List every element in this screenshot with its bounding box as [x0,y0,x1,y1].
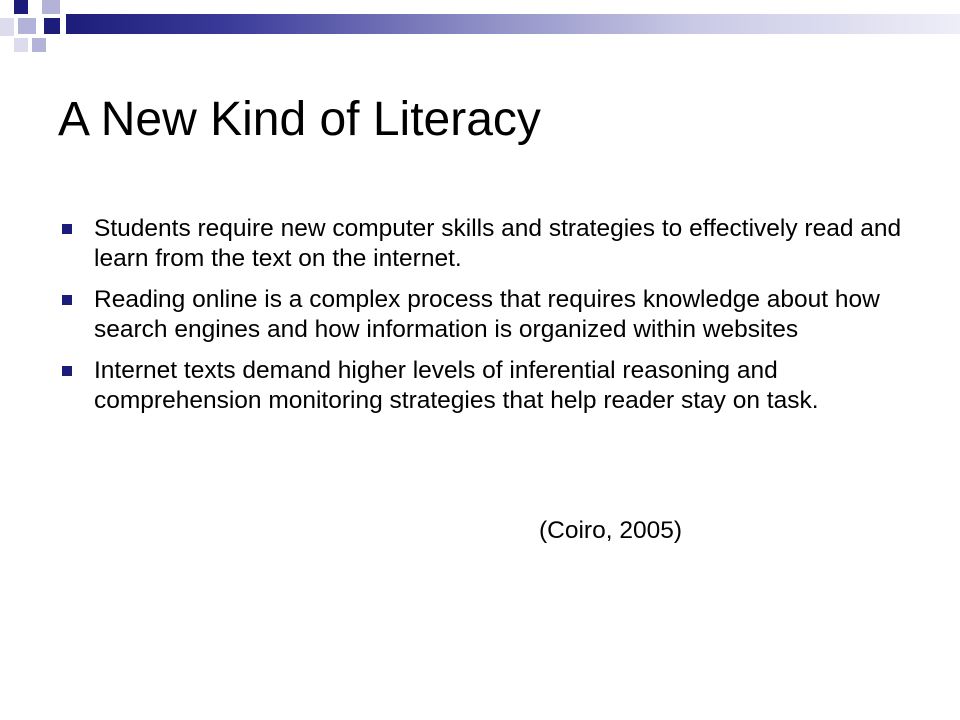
bullet-text: Reading online is a complex process that requires knowledge about how search engines and how information is organized within websites [94,286,880,343]
deco-square-light [18,18,36,34]
bullet-item [62,285,912,345]
square-bullet-icon [62,295,72,305]
bullet-item [62,214,912,274]
deco-square-pale [0,18,14,36]
deco-square-dark [14,0,28,14]
header-gradient-bar [66,14,960,34]
bullet-text: Internet texts demand higher levels of inferential reasoning and comprehension monitoring strategies that help reader stay on task. [94,357,819,414]
bullet-text: Students require new computer skills and strategies to effectively read and learn from the text on the internet. [94,215,902,272]
bullet-list [62,214,912,427]
deco-square-light [42,0,60,14]
square-bullet-icon [62,366,72,376]
header-decoration [0,0,960,60]
slide-title: A New Kind of Literacy [58,93,541,146]
square-bullet-icon [62,224,72,234]
bullet-item [62,356,912,416]
deco-square-light [32,38,46,52]
deco-square-pale [14,38,28,52]
deco-square-dark [44,18,60,34]
citation: (Coiro, 2005) [539,517,682,544]
